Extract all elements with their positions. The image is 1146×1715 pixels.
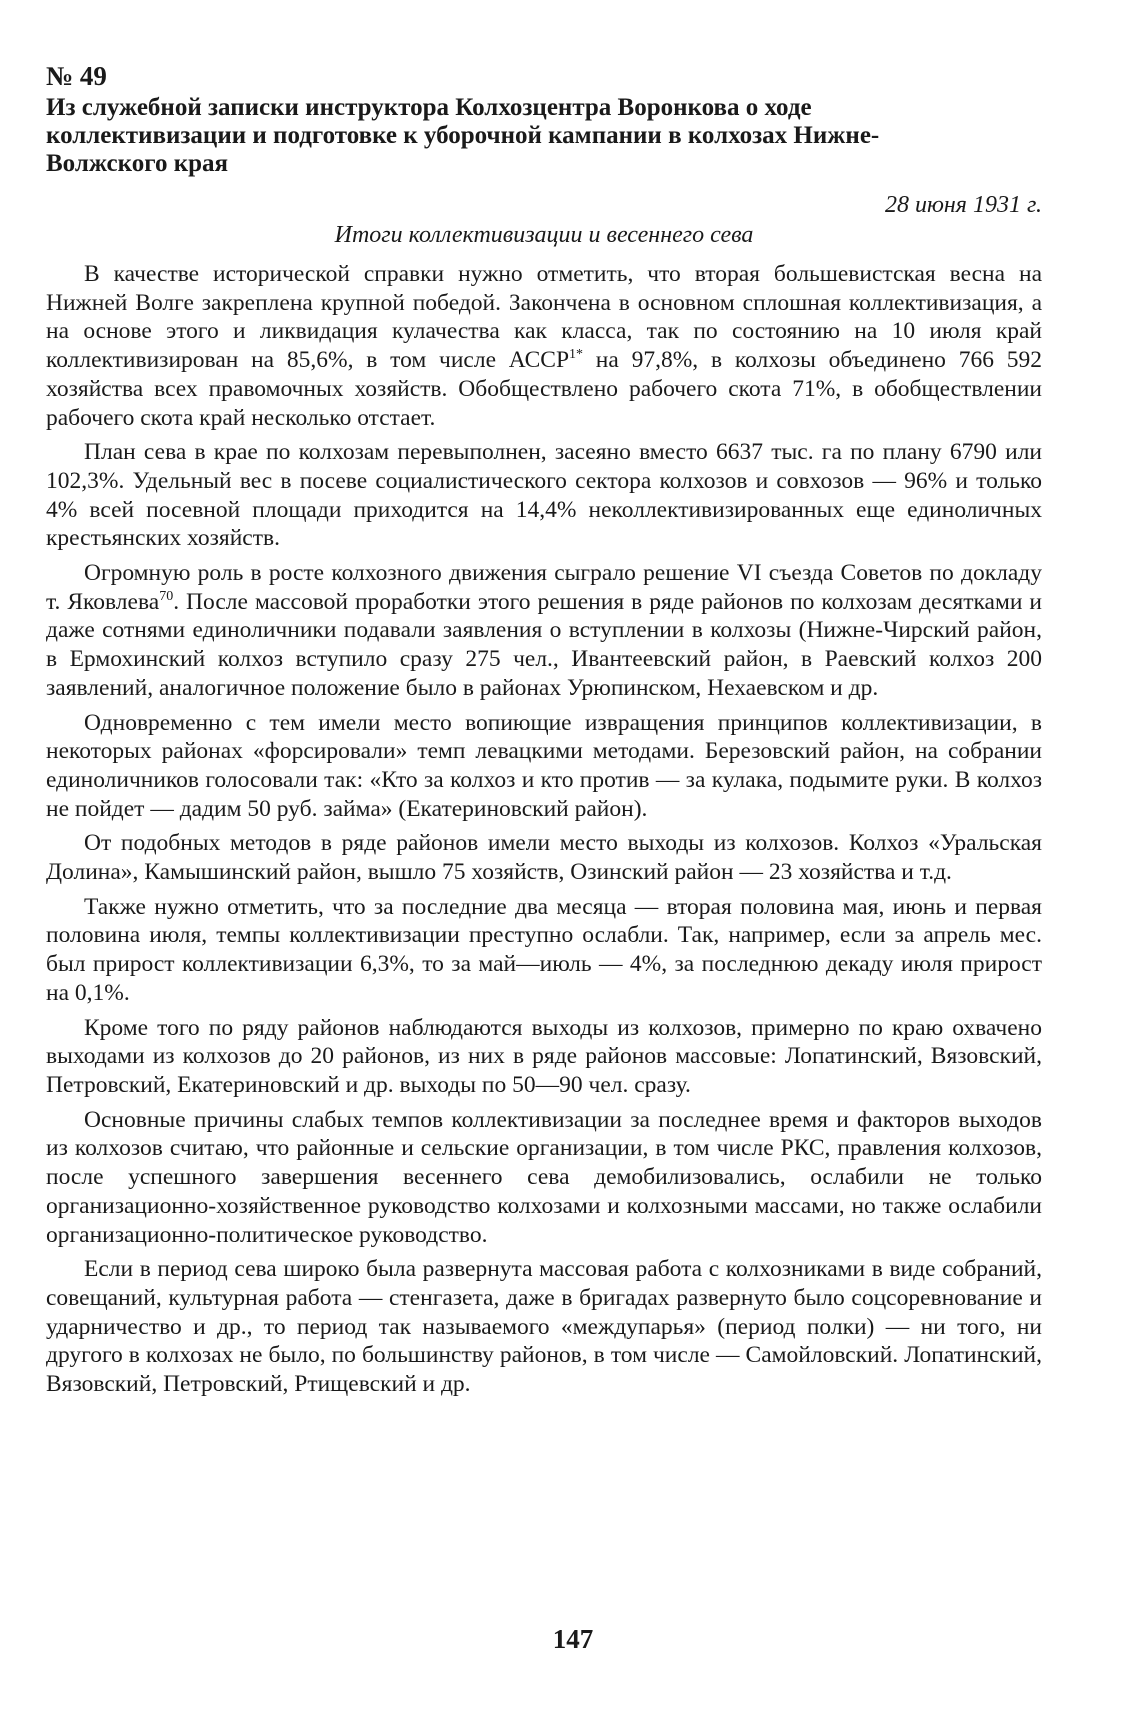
paragraph-text: Кроме того по ряду районов наблюдаются выходы из колхозов, примерно по краю охвачено выходами из колхозов до 20 районов, из них в ряде районов массовые: Лопатинский, Вязовский, Петровский, Екатериновский и др. выходы по 50—90 чел. сразу.: [46, 1014, 1042, 1098]
paragraph-text: Основные причины слабых темпов коллективизации за последнее время и факторов выходов из колхозов считаю, что районные и сельские организации, в том числе РКС, правления колхозов, после успешного завершения весеннего сева демобилизовались, ослабили не только организационно-хозяйственное руководство колхозами и колхозными массами, но также ослабили организационно-политическое руководство.: [46, 1106, 1042, 1248]
paragraph: [46, 438, 1042, 553]
paragraph-text: на 97,8%, в колхозы объединено 766 592 хозяйства всех правомочных хозяйств. Обобществлено рабочего скота 71%, в обобществлении рабочего скота край несколько отстает.: [46, 347, 1042, 431]
paragraph-text: План сева в крае по колхозам перевыполнен, засеяно вместо 6637 тыс. га по плану 6790 или 102,3%. Удельный вес в посеве социалистического сектора колхозов и совхозов — 96% и только 4% всей посевной площади приходится на 14,4% неколлективизированных еще единоличных крестьянских хозяйств.: [46, 439, 1042, 552]
paragraph-text: Также нужно отметить, что за последние два месяца — вторая половина мая, июнь и первая половина июля, темпы коллективизации преступно ослабли. Так, например, если за апрель мес. был прирост коллективизации 6,3%, то за май—июль — 4%, за последнюю декаду июля прирост на 0,1%.: [46, 893, 1042, 1006]
document-date: 28 июня 1931 г.: [884, 192, 1042, 218]
document-title: Из служебной записки инструктора Колхозцентра Воронкова о ходе коллективизации и подготовке к уборочной кампании в колхозах Нижне-Волжского края: [46, 94, 880, 177]
body-text: [46, 260, 1042, 1399]
paragraph-text: . После массовой проработки этого решения в ряде районов по колхозам десятками и даже сотнями единоличники подавали заявления о вступлении в колхозы (Нижне-Чирский район, в Ермохинский колхоз вступило сразу 275 чел., Ивантеевский район, в Раевский колхоз 200 заявлений, аналогичное положение было в районах Урюпинском, Нехаевском и др.: [46, 588, 1042, 701]
paragraph: [46, 1014, 1042, 1100]
document-number: № 49: [46, 61, 107, 91]
paragraph: [46, 829, 1042, 886]
page-number: 147: [552, 1624, 594, 1654]
paragraph-text: В качестве исторической справки нужно отметить, что вторая большевистская весна на Нижней Волге закреплена крупной победой. Закончена в основном сплошная коллективизация, а на основе этого и ликвидация кулачества как класса, так по состоянию на 10 июля край коллективизирован на 85,6%, в том числе АССР: [46, 261, 1042, 374]
paragraph: [46, 260, 1042, 432]
paragraph: [46, 1106, 1042, 1250]
paragraph-text: Одновременно с тем имели место вопиющие извращения принципов коллективизации, в некоторых районах «форсировали» темп левацкими методами. Березовский район, на собрании единоличников голосовали так: «Кто за колхоз и кто против — за кулака, подымите руки. В колхоз не пойдет — дадим 50 руб. займа» (Екатериновский район).: [46, 709, 1042, 822]
document-page: [46, 60, 1042, 1405]
footnote-mark: 1*: [569, 347, 584, 363]
section-heading: Итоги коллективизации и весеннего сева: [334, 222, 754, 248]
paragraph: [46, 893, 1042, 1008]
paragraph: [46, 559, 1042, 703]
paragraph: [46, 709, 1042, 824]
paragraph-text: Если в период сева широко была развернута массовая работа с колхозниками в виде собраний, совещаний, культурная работа — стенгазета, даже в бригадах развернуто было соцсоревнование и ударничество и др., то период так называемого «междупарья» (период полки) — ни того, ни другого в колхозах не было, по большинству районов, в том числе — Самойловский. Лопатинский, Вязовский, Петровский, Ртищевский и др.: [46, 1256, 1042, 1398]
footnote-mark: 70: [159, 588, 174, 604]
paragraph: [46, 1255, 1042, 1399]
paragraph-text: От подобных методов в ряде районов имели место выходы из колхозов. Колхоз «Уральская Долина», Камышинский район, вышло 75 хозяйств, Озинский район — 23 хозяйства и т.д.: [46, 830, 1042, 886]
paragraph-text: Огромную роль в росте колхозного движения сыграло решение VI съезда Советов по докладу т. Яковлева: [46, 560, 1042, 615]
